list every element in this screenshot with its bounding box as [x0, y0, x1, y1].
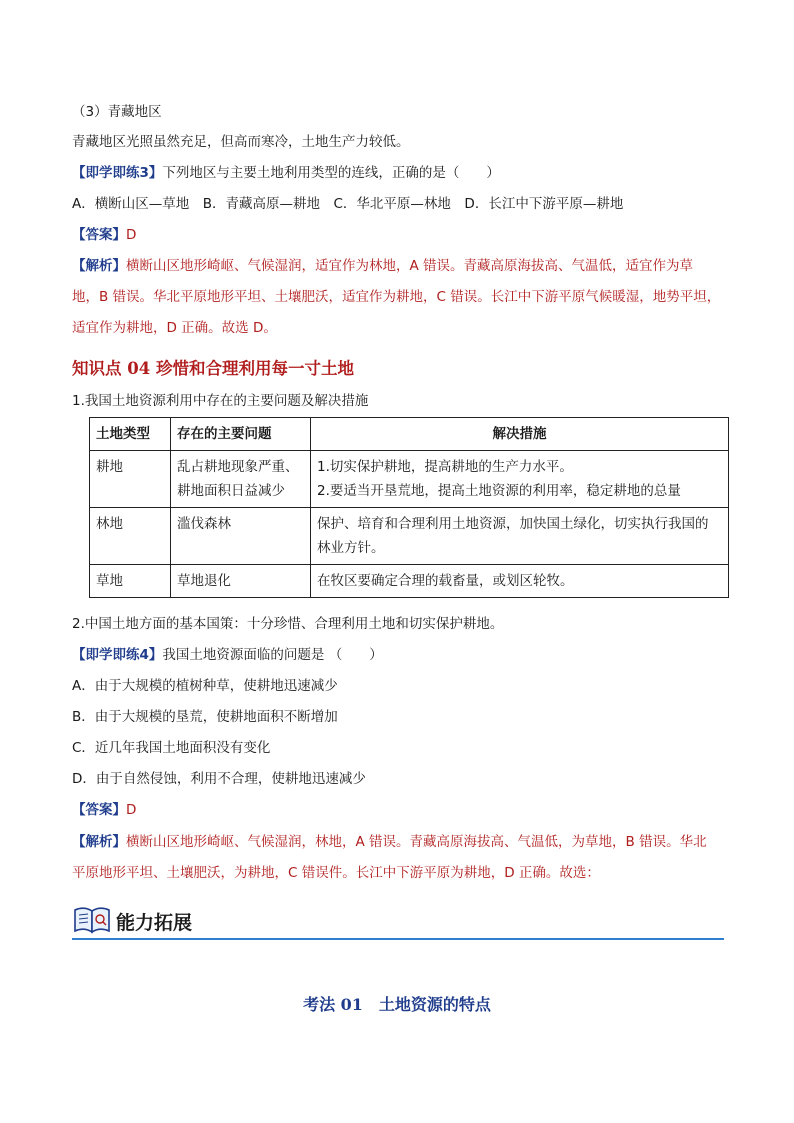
table-cell-problem: [171, 508, 311, 565]
answer-tag: 【答案】: [72, 802, 126, 818]
exercise4-answer: [72, 800, 136, 820]
exercise4-option-d: D．由于自然侵蚀，利用不合理，使耕地迅速减少: [72, 771, 366, 787]
section3-title: （3）青藏地区: [72, 104, 162, 120]
question-text: 下列地区与主要土地利用类型的连线，正确的是（ ）: [162, 165, 500, 181]
exercise-tag: 【即学即练4】: [72, 647, 163, 663]
table-cell-type: 耕地: [90, 451, 171, 508]
table-header-cell: 解决措施: [311, 418, 729, 451]
exercise3-analysis-line-3: 适宜作为耕地，D 正确。故选 D。: [72, 320, 277, 336]
table-cell-type: 草地: [90, 565, 171, 598]
knowledge-heading: 知识点 04 珍惜和合理利用每一寸土地: [72, 359, 354, 378]
analysis-tag: 【解析】: [72, 258, 126, 274]
exercise3-question: [72, 163, 500, 183]
table-header-cell: 土地类型: [90, 418, 171, 451]
table-cell-problem: [171, 451, 311, 508]
answer-tag: 【答案】: [72, 227, 126, 243]
exercise3-analysis-line-2: 地，B 错误。华北平原地形平坦、土壤肥沃，适宜作为耕地，C 错误。长江中下游平原气候暖湿，地势平坦，: [72, 289, 721, 305]
problem-line: 草地退化: [177, 573, 231, 589]
table-header-row: [90, 418, 729, 451]
table-cell-measure: [311, 508, 729, 565]
table-cell-problem: [171, 565, 311, 598]
exercise4-option-c: C．近几年我国土地面积没有变化: [72, 740, 271, 756]
table-cell-measure: [311, 451, 729, 508]
banner-title: 能力拓展: [116, 912, 193, 934]
exercise4-analysis-line-1: [72, 832, 707, 852]
measure-line: 在牧区要确定合理的载畜量，或划区轮牧。: [317, 573, 574, 589]
measure-line: 林业方针。: [317, 540, 385, 556]
problem-line: 滥伐森林: [177, 516, 231, 532]
table-cell-measure: [311, 565, 729, 598]
knowledge-item-2: 2.中国土地方面的基本国策：十分珍惜、合理利用土地和切实保护耕地。: [72, 616, 504, 632]
exercise4-option-b: B．由于大规模的垦荒，使耕地面积不断增加: [72, 709, 338, 725]
analysis-text: 横断山区地形崎岖、气候湿润，适宜作为林地，A 错误。青藏高原海拔高、气温低，适宜作为草: [126, 258, 694, 274]
question-text: 我国土地资源面临的问题是 （ ）: [162, 647, 383, 663]
exercise4-analysis-line-2: 平原地形平坦、土壤肥沃，为耕地，C 错误件。长江中下游平原为耕地，D 正确。故选：: [72, 865, 600, 881]
measure-line: 2.要适当开垦荒地，提高土地资源的利用率，稳定耕地的总量: [317, 483, 681, 499]
land-problems-table: [89, 417, 729, 598]
exercise4-option-a: A．由于大规模的植树种草，使耕地迅速减少: [72, 678, 338, 694]
ability-banner: [72, 898, 724, 944]
knowledge-item-1: 1.我国土地资源利用中存在的主要问题及解决措施: [72, 393, 369, 409]
exercise3-analysis-line-1: [72, 256, 693, 276]
answer-value: D: [126, 227, 137, 243]
analysis-text: 横断山区地形崎岖、气候湿润，林地，A 错误。青藏高原海拔高、气温低，为草地，B 错误。华北: [126, 834, 707, 850]
answer-value: D: [126, 802, 137, 818]
table-row: [90, 451, 729, 508]
exercise3-options: A．横断山区—草地 B．青藏高原—耕地 C．华北平原—林地 D．长江中下游平原—耕地: [72, 196, 624, 212]
problem-line: 乱占耕地现象严重、: [177, 459, 299, 475]
open-book-icon: [72, 902, 112, 940]
table-row: [90, 565, 729, 598]
exercise3-answer: [72, 225, 136, 245]
exercise4-question: [72, 645, 383, 665]
table-row: [90, 508, 729, 565]
section3-text: 青藏地区光照虽然充足，但高而寒冷，土地生产力较低。: [72, 134, 410, 150]
measure-line: 1.切实保护耕地，提高耕地的生产力水平。: [317, 459, 573, 475]
table-header-cell: 存在的主要问题: [171, 418, 311, 451]
analysis-tag: 【解析】: [72, 834, 126, 850]
section-title: 考法 01 土地资源的特点: [303, 995, 491, 1014]
measure-line: 保护、培育和合理利用土地资源，加快国土绿化，切实执行我国的: [317, 516, 709, 532]
exercise-tag: 【即学即练3】: [72, 165, 163, 181]
problem-line: 耕地面积日益减少: [177, 483, 285, 499]
banner-divider: [72, 938, 724, 940]
table-cell-type: 林地: [90, 508, 171, 565]
